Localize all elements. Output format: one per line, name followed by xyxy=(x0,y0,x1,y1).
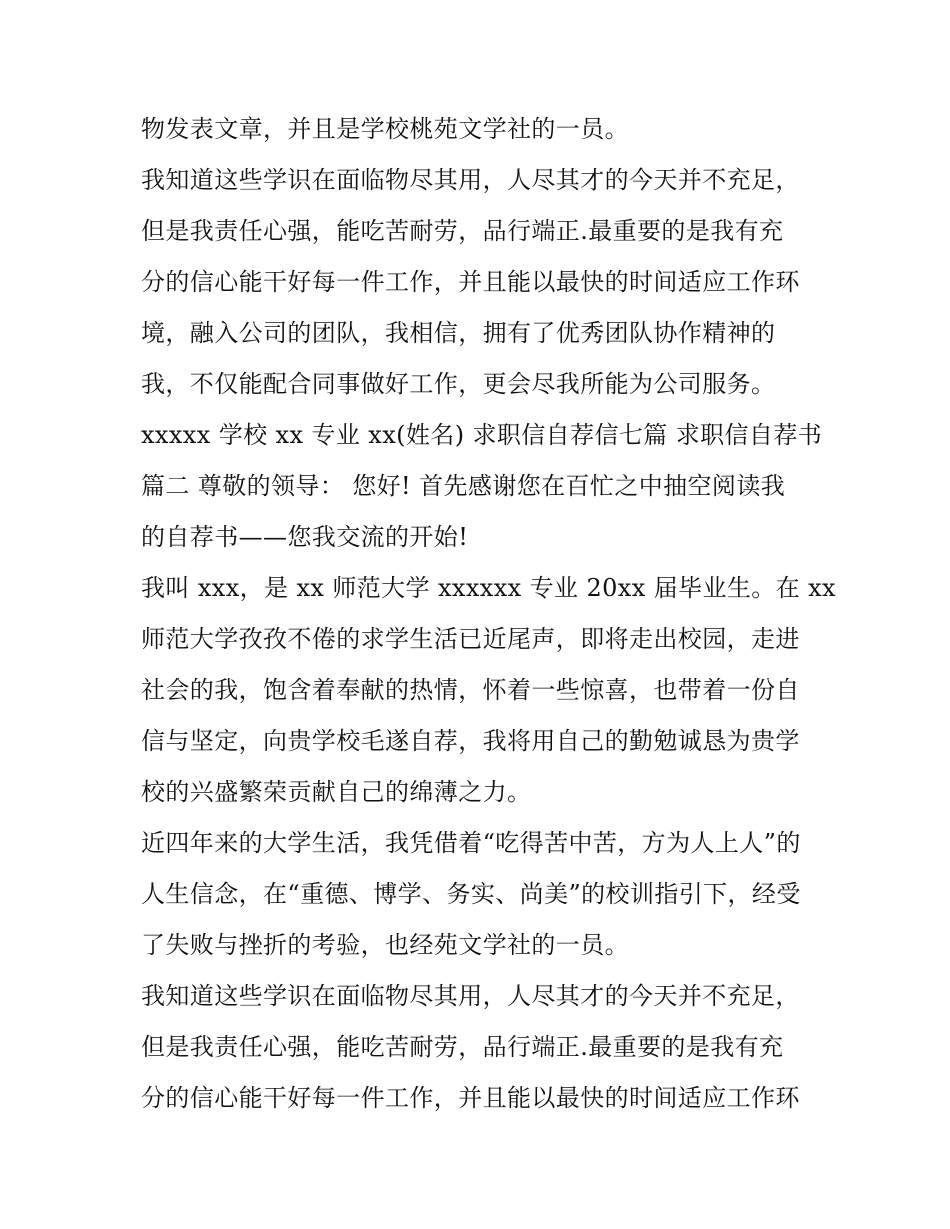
text-line: 但是我责任心强，能吃苦耐劳，品行端正.最重要的是我有充 xyxy=(141,1033,784,1061)
text-line: 我，不仅能配合同事做好工作，更会尽我所能为公司服务。 xyxy=(141,370,776,398)
text-line: xxxxx 学校 xx 专业 xx(姓名) 求职信自荐信七篇 求职信自荐书 xyxy=(141,421,823,449)
text-line: 信与坚定，向贵学校毛遂自荐，我将用自己的勤勉诚恳为贵学 xyxy=(141,727,800,755)
text-line: 我知道这些学识在面临物尽其用，人尽其才的今天并不充足， xyxy=(141,166,800,194)
text-line: 人生信念，在“重德、博学、务实、尚美”的校训指引下，经受 xyxy=(141,880,801,908)
text-line: 篇二 尊敬的领导： 您好! 首先感谢您在百忙之中抽空阅读我 xyxy=(141,472,786,500)
text-line: 境，融入公司的团队，我相信，拥有了优秀团队协作精神的 xyxy=(141,319,776,347)
text-line: 师范大学孜孜不倦的求学生活已近尾声，即将走出校园，走进 xyxy=(141,625,800,653)
text-line: 的自荐书——您我交流的开始! xyxy=(141,523,469,551)
text-line: 物发表文章，并且是学校桃苑文学社的一员。 xyxy=(141,115,629,143)
text-line: 我知道这些学识在面临物尽其用，人尽其才的今天并不充足， xyxy=(141,982,800,1010)
text-line: 近四年来的大学生活，我凭借着“吃得苦中苦，方为人上人”的 xyxy=(141,829,801,857)
text-line: 了失败与挫折的考验，也经苑文学社的一员。 xyxy=(141,931,629,959)
document-body xyxy=(141,104,836,1124)
text-line: 我叫 xxx，是 xx 师范大学 xxxxxx 专业 20xx 届毕业生。在 xx xyxy=(141,574,836,602)
text-line: 分的信心能干好每一件工作，并且能以最快的时间适应工作环 xyxy=(141,1084,800,1112)
text-line: 社会的我，饱含着奉献的热情，怀着一些惊喜，也带着一份自 xyxy=(141,676,800,704)
text-line: 分的信心能干好每一件工作，并且能以最快的时间适应工作环 xyxy=(141,268,800,296)
text-line: 校的兴盛繁荣贡献自己的绵薄之力。 xyxy=(141,778,532,806)
text-line: 但是我责任心强，能吃苦耐劳，品行端正.最重要的是我有充 xyxy=(141,217,784,245)
